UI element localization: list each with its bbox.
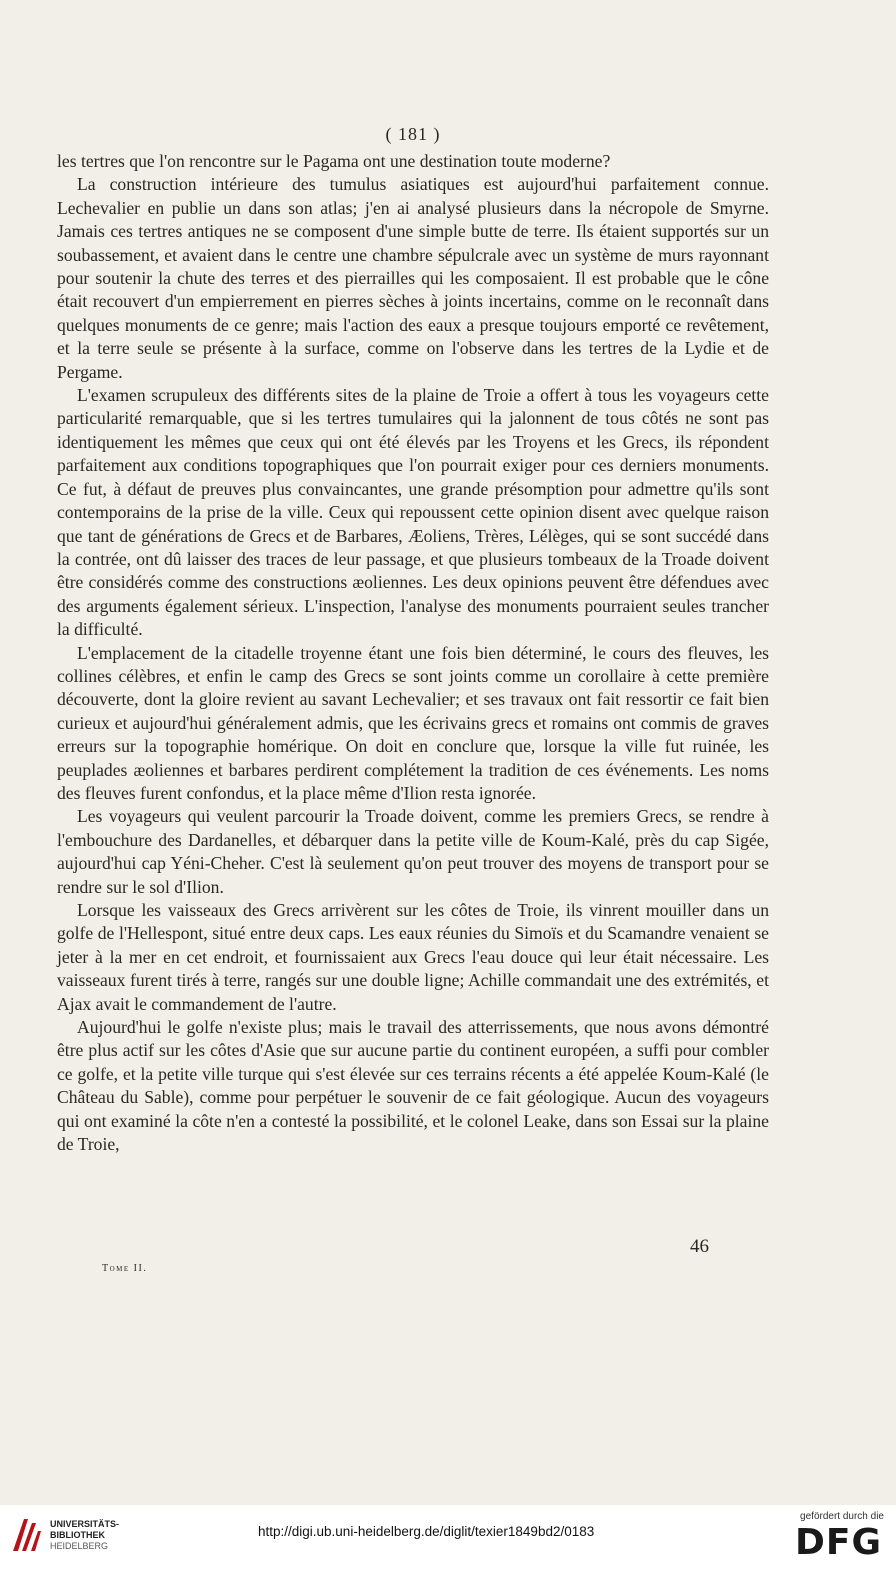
library-name-line: HEIDELBERG bbox=[50, 1541, 109, 1551]
volume-label: Tome II. bbox=[102, 1263, 148, 1274]
signature-mark: 46 bbox=[690, 1236, 709, 1257]
page-number: ( 181 ) bbox=[385, 124, 441, 144]
library-name-line: UNIVERSITÄTS- bbox=[50, 1519, 120, 1529]
paragraph-continuation: les tertres que l'on rencontre sur le Pagama ont une destination toute moderne? bbox=[57, 151, 611, 171]
dfg-logo[interactable]: DFG bbox=[794, 1522, 882, 1563]
library-name-line: BIBLIOTHEK bbox=[50, 1530, 105, 1540]
paragraph: La construction intérieure des tumulus asiatiques est aujourd'hui parfaitement connue. Lechevalier en publie un dans son atlas; j'en ai analysé plusieurs dans la nécropole de Smyrne. Jamais ces tertres antiques ne se composent d'une simple butte de terre. Ils étaient supportés sur un soubassement, et avaient dans le centre une chambre sépulcrale avec un système de murs rayonnant pour soutenir la chute des terres et des pierrailles qui les composaient. Il est probable que le cône était recouvert d'un empierrement en pierres sèches à joints incertains, comme on le reconnaît dans quelques monuments de ce genre; mais l'action des eaux a presque toujours emporté ce revêtement, et la terre seule se présente à la surface, comme on l'observe dans les tertres de la Lydie et de Pergame. bbox=[57, 174, 769, 382]
paragraph: Aujourd'hui le golfe n'existe plus; mais le travail des atterrissements, que nous avons démontré être plus actif sur les côtes d'Asie que sur aucune partie du continent européen, a suffi pour combler ce golfe, et la petite ville turque qui s'est élevée sur ces terrains récents a été appelée Koum-Kalé (le Château du Sable), comme pour perpétuer le souvenir de ce fait géologique. Aucun des voyageurs qui ont examiné la côte n'en a contesté la possibilité, et le colonel Leake, dans son Essai sur la plaine de Troie, bbox=[57, 1017, 769, 1155]
paragraph: Lorsque les vaisseaux des Grecs arrivèrent sur les côtes de Troie, ils vinrent mouiller dans un golfe de l'Hellespont, situé entre deux caps. Les eaux réunies du Simoïs et du Scamandre venaient se jeter à la mer en cet endroit, et fournissaient aux Grecs l'eau douce qui leur était nécessaire. Les vaisseaux furent tirés à terre, rangés sur une double ligne; Achille commandait une des extrémités, et Ajax avait le commandement de l'autre. bbox=[57, 900, 769, 1014]
body-text bbox=[57, 150, 769, 1156]
paragraph: L'examen scrupuleux des différents sites de la plaine de Troie a offert à tous les voyageurs cette particularité remarquable, que si les tertres tumulaires qui la jalonnent de tous côtés ne sont pas identiquement les mêmes que ceux qui ont été élevés par les Troyens et les Grecs, ils répondent parfaitement aux conditions topographiques que l'on pourrait exiger pour ces derniers monuments. Ce fut, à défaut de preuves plus convaincantes, une grande présomption pour admettre qu'ils sont contemporains de la prise de la ville. Ceux qui repoussent cette opinion disent avec quelque raison que tant de générations de Grecs et de Barbares, Æoliens, Trères, Lélèges, qui se sont succédé dans la contrée, ont dû laisser des traces de leur passage, et que plusieurs tombeaux de la Troade doivent être considérés comme des constructions æoliennes. Les deux opinions peuvent être défendues avec des arguments également sérieux. L'inspection, l'analyse des monuments pourraient seules trancher la difficulté. bbox=[57, 385, 769, 640]
university-library-logo-icon[interactable] bbox=[10, 1515, 42, 1555]
funding-label: gefördert durch die bbox=[800, 1511, 884, 1522]
paragraph: L'emplacement de la citadelle troyenne étant une fois bien déterminé, le cours des fleuves, les collines célèbres, et enfin le camp des Grecs se sont joints comme un corollaire à cette première découverte, dont la gloire revient au savant Lechevalier; et ses travaux ont fait ressortir ce fait bien curieux et aujourd'hui généralement admis, que les écrivains grecs et romains ont commis de graves erreurs sur la topographie homérique. On doit en conclure que, lorsque la ville fut ruinée, les peuplades æoliennes et barbares perdirent complétement la tradition de ces événements. Les noms des fleuves furent confondus, et la place même d'Ilion resta ignorée. bbox=[57, 642, 769, 803]
paragraph: Les voyageurs qui veulent parcourir la Troade doivent, comme les premiers Grecs, se rendre à l'embouchure des Dardanelles, et débarquer dans la petite ville de Koum-Kalé, près du cap Sigée, aujourd'hui cap Yéni-Cheher. C'est là seulement qu'on peut trouver des moyens de transport pour se rendre sur le sol d'Ilion. bbox=[57, 806, 769, 897]
footer-bar bbox=[0, 1505, 896, 1569]
permalink-url[interactable]: http://digi.ub.uni-heidelberg.de/diglit/texier1849bd2/0183 bbox=[258, 1524, 595, 1539]
library-name[interactable] bbox=[50, 1519, 119, 1552]
